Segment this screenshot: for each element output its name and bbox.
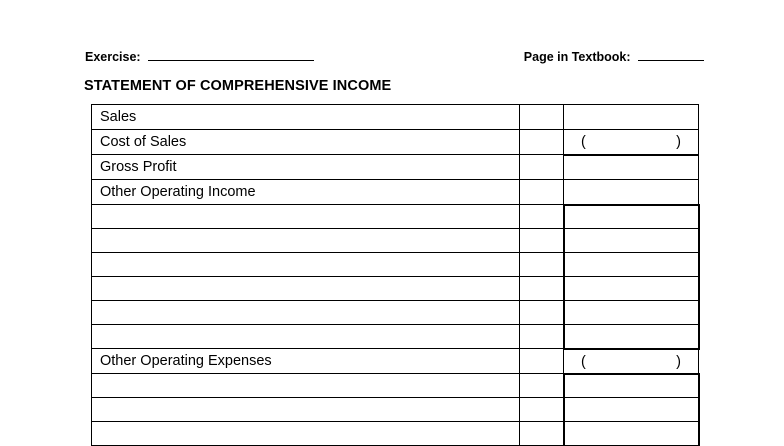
row-label[interactable] — [92, 229, 520, 253]
page-in-textbook-field — [524, 48, 704, 64]
table-row — [92, 205, 699, 229]
row-label: Cost of Sales — [92, 130, 520, 155]
amount-cell[interactable] — [564, 325, 699, 349]
income-statement-table — [91, 104, 700, 446]
statement-title: STATEMENT OF COMPREHENSIVE INCOME — [84, 78, 392, 94]
row-label[interactable] — [92, 277, 520, 301]
close-parenthesis: ) — [676, 353, 681, 370]
amount-cell[interactable] — [564, 205, 699, 229]
row-label[interactable] — [92, 325, 520, 349]
amount-cell[interactable] — [564, 155, 699, 180]
detail-cell[interactable] — [520, 398, 564, 422]
row-label[interactable] — [92, 422, 520, 446]
open-parenthesis: ( — [581, 134, 586, 150]
detail-cell[interactable] — [520, 205, 564, 229]
amount-cell[interactable] — [564, 277, 699, 301]
exercise-blank-line[interactable] — [148, 48, 314, 61]
close-parenthesis: ) — [676, 134, 681, 150]
table-row — [92, 130, 699, 155]
table-row — [92, 374, 699, 398]
detail-cell[interactable] — [520, 253, 564, 277]
amount-cell[interactable] — [564, 398, 699, 422]
row-label[interactable] — [92, 253, 520, 277]
amount-cell[interactable] — [564, 130, 699, 155]
detail-cell[interactable] — [520, 180, 564, 205]
detail-cell[interactable] — [520, 325, 564, 349]
detail-cell[interactable] — [520, 301, 564, 325]
detail-cell[interactable] — [520, 105, 564, 130]
amount-cell[interactable] — [564, 349, 699, 374]
open-parenthesis: ( — [581, 353, 586, 370]
table-row — [92, 105, 699, 130]
table-row — [92, 253, 699, 277]
table-row — [92, 325, 699, 349]
table-row — [92, 398, 699, 422]
table-row — [92, 301, 699, 325]
detail-cell[interactable] — [520, 277, 564, 301]
table-row — [92, 155, 699, 180]
detail-cell[interactable] — [520, 349, 564, 374]
exercise-label: Exercise: — [85, 50, 141, 64]
table-row — [92, 180, 699, 205]
table-row — [92, 229, 699, 253]
amount-cell[interactable] — [564, 105, 699, 130]
row-label: Other Operating Expenses — [92, 349, 520, 374]
amount-cell[interactable] — [564, 374, 699, 398]
detail-cell[interactable] — [520, 155, 564, 180]
table-row — [92, 349, 699, 374]
table-row — [92, 277, 699, 301]
amount-cell[interactable] — [564, 180, 699, 205]
amount-cell[interactable] — [564, 253, 699, 277]
page-in-textbook-label: Page in Textbook: — [523, 50, 631, 64]
row-label: Gross Profit — [92, 155, 520, 180]
amount-cell[interactable] — [564, 229, 699, 253]
page-in-textbook-blank-line[interactable] — [638, 48, 704, 61]
detail-cell[interactable] — [520, 229, 564, 253]
row-label[interactable] — [92, 301, 520, 325]
table-row — [92, 422, 699, 446]
row-label: Other Operating Income — [92, 180, 520, 205]
detail-cell[interactable] — [520, 422, 564, 446]
detail-cell[interactable] — [520, 130, 564, 155]
row-label: Sales — [92, 105, 520, 130]
amount-cell[interactable] — [564, 301, 699, 325]
row-label[interactable] — [92, 374, 520, 398]
row-label[interactable] — [92, 398, 520, 422]
exercise-field — [85, 48, 314, 64]
amount-cell[interactable] — [564, 422, 699, 446]
detail-cell[interactable] — [520, 374, 564, 398]
row-label[interactable] — [92, 205, 520, 229]
